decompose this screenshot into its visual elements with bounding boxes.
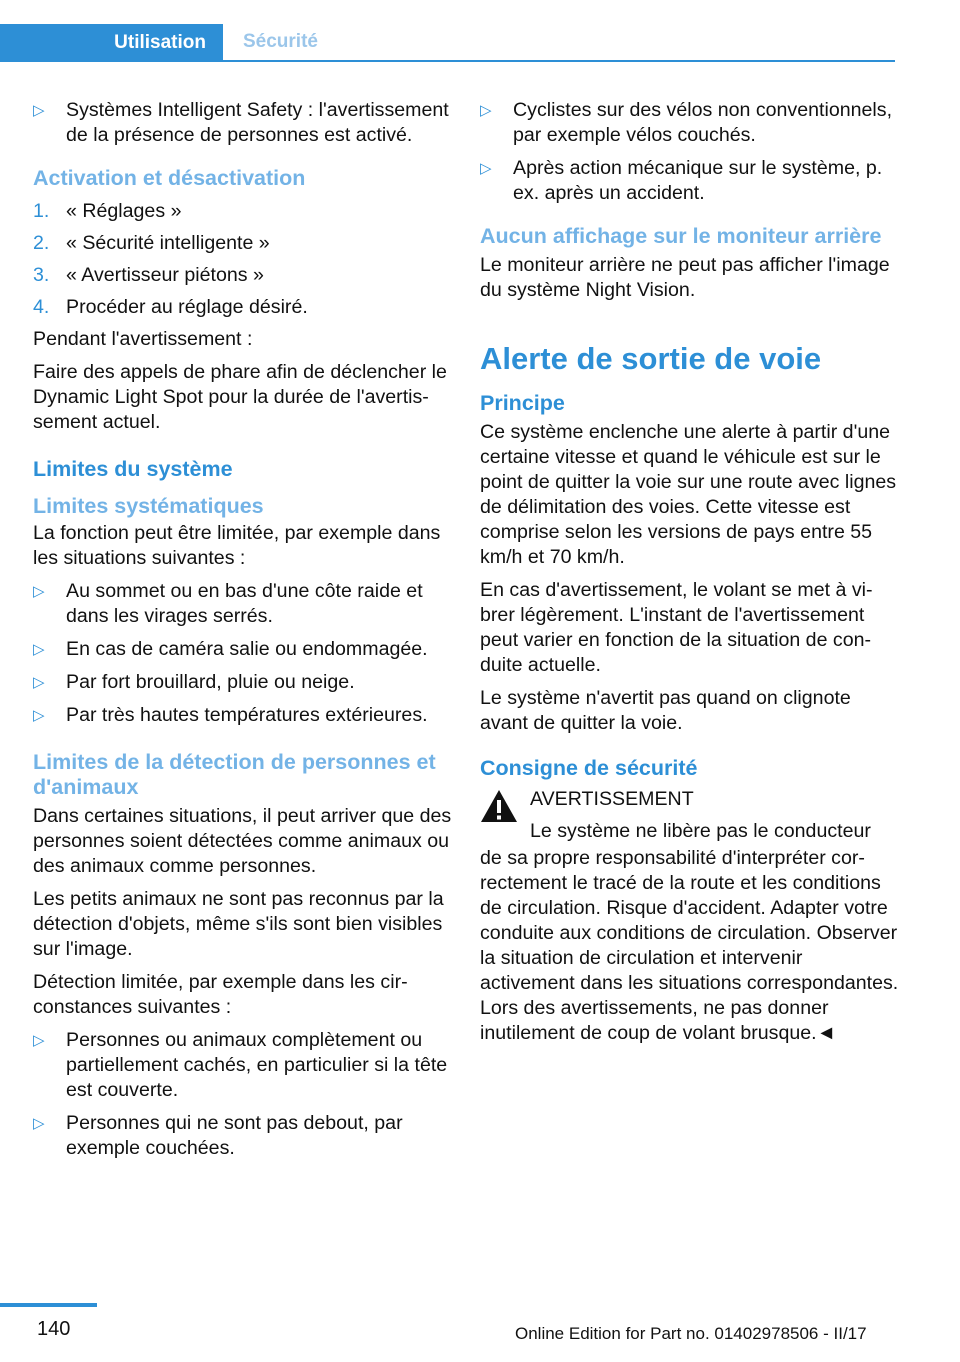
no-display-text: Le moniteur arrière ne peut pas afficher l'image du système Night Vision. xyxy=(480,254,890,301)
right-column xyxy=(480,98,900,1054)
detection-text-3: Détection limitée, par exemple dans les circonstances suivantes : xyxy=(33,971,408,1018)
step-item xyxy=(33,199,453,224)
list-item xyxy=(480,98,900,148)
list-item xyxy=(33,1028,453,1103)
list-item-text: Cyclistes sur des vélos non conventionnels, par exemple vélos couchés. xyxy=(513,99,893,146)
triangle-bullet-icon: ▷ xyxy=(33,674,45,691)
step-number: 3. xyxy=(33,264,50,286)
page-number: 140 xyxy=(37,1318,71,1340)
tab-securite[interactable]: Sécurité xyxy=(243,31,318,52)
triangle-bullet-icon: ▷ xyxy=(33,1032,45,1049)
principle-heading: Principe xyxy=(480,391,565,415)
step-number: 4. xyxy=(33,296,50,318)
step-item xyxy=(33,263,453,288)
sys-limits-text: La fonction peut être limitée, par exemple dans les situations suivantes : xyxy=(33,522,441,569)
section-tabs xyxy=(0,24,895,62)
step-item xyxy=(33,231,453,256)
sys-limits-heading: Limites systématiques xyxy=(33,494,264,518)
warning-body-first-line: Le système ne libère pas le conducteur xyxy=(530,820,871,842)
step-text: « Avertisseur piétons » xyxy=(66,264,264,286)
triangle-bullet-icon: ▷ xyxy=(33,102,45,119)
triangle-bullet-icon: ▷ xyxy=(480,160,492,177)
list-item xyxy=(33,579,453,629)
flash-text: Faire des appels de phare afin de déclencher le Dynamic Light Spot pour la durée de l'avertissement actuel. xyxy=(33,361,447,433)
step-number: 1. xyxy=(33,200,50,222)
no-warn-text: Le système n'avertit pas quand on clignote avant de quitter la voie. xyxy=(480,687,851,734)
warning-body: de sa propre responsabilité d'interpréter correctement le tracé de la route et les conditions de circulation. Risque d'accident. Adapter votre conduite aux conditions de circulation. Observer la situation de circulation et intervenir activement dans les situations correspondantes. Lors des avertissements, ne pas donner inutilement de coup de volant brusque.◄ xyxy=(480,847,899,1044)
list-item xyxy=(33,637,453,662)
left-column xyxy=(33,98,453,1169)
edition-footer: Online Edition for Part no. 01402978506 - II/17 xyxy=(515,1324,867,1343)
steps-list xyxy=(33,199,453,320)
detection-text-1: Dans certaines situations, il peut arriver que des personnes soient détectées comme animaux ou des animaux comme personnes. xyxy=(33,805,452,877)
step-text: « Sécurité intelligente » xyxy=(66,232,270,254)
lane-departure-heading: Alerte de sortie de voie xyxy=(480,341,822,376)
step-number: 2. xyxy=(33,232,50,254)
list-item xyxy=(33,703,453,728)
tab-utilisation[interactable]: Utilisation xyxy=(0,24,223,62)
list-item-text: Par très hautes températures extérieures. xyxy=(66,704,428,726)
list-item-text: Personnes ou animaux complètement ou partiellement cachés, en particulier si la tête est couverte. xyxy=(66,1029,448,1101)
list-item xyxy=(480,156,900,206)
detection-text-2: Les petits animaux ne sont pas reconnus par la détection d'objets, même s'ils sont bien visibles sur l'image. xyxy=(33,888,444,960)
list-item-text: En cas de caméra salie ou endommagée. xyxy=(66,638,428,660)
vibration-text: En cas d'avertissement, le volant se met à vibrer légèrement. L'instant de l'avertissement peut varier en fonction de la situation de conduite actuelle. xyxy=(480,579,873,676)
list-item xyxy=(33,98,453,148)
list-item-text: Par fort brouillard, pluie ou neige. xyxy=(66,671,355,693)
safety-heading: Consigne de sécurité xyxy=(480,756,698,780)
triangle-bullet-icon: ▷ xyxy=(480,102,492,119)
list-item-text: Personnes qui ne sont pas debout, par exemple couchées. xyxy=(66,1112,403,1159)
principle-text: Ce système enclenche une alerte à partir d'une certaine vitesse et quand le véhicule est sur le point de quitter la voie sur une route avec lignes de délimitation des voies. Cette vitesse est comprise selon les versions de pays entre 55 km/h et 70 km/h. xyxy=(480,421,897,568)
limits-heading: Limites du système xyxy=(33,457,233,481)
warning-block xyxy=(480,787,900,844)
triangle-bullet-icon: ▷ xyxy=(33,1115,45,1132)
sys-limits-list xyxy=(33,579,453,728)
list-item-text: Après action mécanique sur le système, p. ex. après un accident. xyxy=(513,157,883,204)
triangle-bullet-icon: ▷ xyxy=(33,583,45,600)
warning-label: AVERTISSEMENT xyxy=(530,788,694,810)
step-text: Procéder au réglage désiré. xyxy=(66,296,308,318)
detection-heading: Limites de la détection de personnes et d'animaux xyxy=(33,750,436,799)
no-display-heading: Aucun affichage sur le moniteur arrière xyxy=(480,224,882,248)
warning-triangle-icon xyxy=(480,789,518,823)
continued-list xyxy=(480,98,900,206)
during-warning-text: Pendant l'avertissement : xyxy=(33,328,253,350)
page-number-rule xyxy=(0,1303,97,1307)
intro-list xyxy=(33,98,453,148)
list-item-text: Systèmes Intelligent Safety : l'avertissement de la présence de personnes est activé. xyxy=(66,99,449,146)
list-item-text: Au sommet ou en bas d'une côte raide et dans les virages serrés. xyxy=(66,580,423,627)
detection-list xyxy=(33,1028,453,1161)
list-item xyxy=(33,670,453,695)
list-item xyxy=(33,1111,453,1161)
tab-underline xyxy=(0,60,895,62)
step-text: « Réglages » xyxy=(66,200,182,222)
step-item xyxy=(33,295,453,320)
triangle-bullet-icon: ▷ xyxy=(33,707,45,724)
triangle-bullet-icon: ▷ xyxy=(33,641,45,658)
activation-heading: Activation et désactivation xyxy=(33,166,306,190)
